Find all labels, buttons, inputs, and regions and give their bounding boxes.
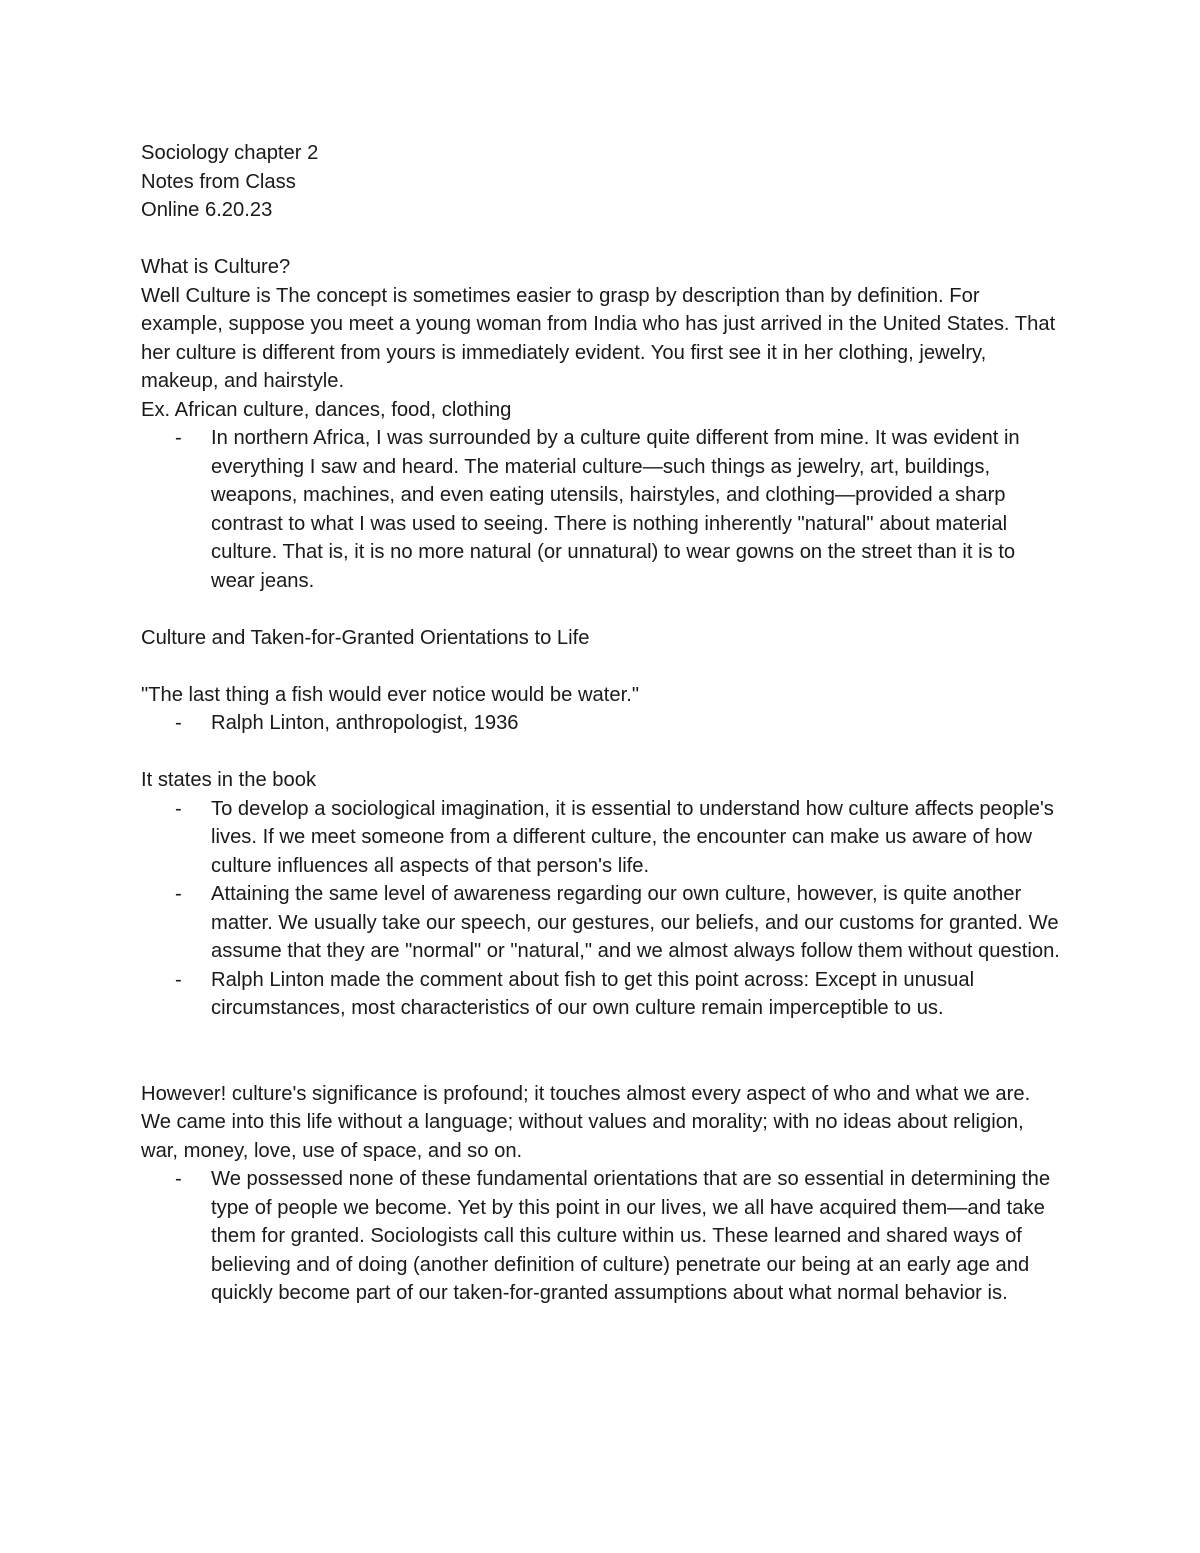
fish-quote: "The last thing a fish would ever notice would be water." bbox=[141, 683, 639, 706]
list-item-text: Ralph Linton made the comment about fish to get this point across: Except in unusual circumstances, most characteristics of our own culture remain imperceptible to us. bbox=[211, 968, 975, 1019]
book-bullet-list bbox=[141, 795, 1061, 1023]
book-intro: It states in the book bbox=[141, 769, 317, 791]
quote-attribution-list bbox=[141, 709, 1061, 738]
culture-example: Ex. African culture, dances, food, clothing bbox=[141, 398, 512, 421]
list-item bbox=[141, 709, 1061, 738]
list-item-text: In northern Africa, I was surrounded by a culture quite different from mine. It was evident in everything I saw and heard. The material culture—such things as jewelry, art, buildings, weapons, machines, and even eating utensils, hairstyles, and clothing—provided a sharp contrast to what I was used to seeing. There is nothing inherently "natural" about material culture. That is, it is no more natural (or unnatural) to wear gowns on the street than it is to wear jeans. bbox=[211, 427, 1020, 592]
section-heading-orientations: Culture and Taken-for-Granted Orientations to Life bbox=[141, 626, 590, 649]
list-item bbox=[141, 1165, 1061, 1308]
list-item bbox=[141, 795, 1061, 881]
document-subtitle: Notes from Class bbox=[141, 170, 296, 193]
section-heading-culture: What is Culture? bbox=[141, 256, 291, 278]
document-date: Online 6.20.23 bbox=[141, 199, 273, 221]
bullet-dash: - bbox=[175, 1168, 182, 1190]
spacer bbox=[141, 225, 1061, 254]
spacer bbox=[141, 1023, 1061, 1080]
document-title: Sociology chapter 2 bbox=[141, 142, 319, 164]
spacer bbox=[141, 652, 1061, 681]
bullet-dash: - bbox=[175, 427, 182, 449]
culture-bullet-list bbox=[141, 424, 1061, 595]
document-page bbox=[141, 139, 1061, 1308]
spacer bbox=[141, 595, 1061, 624]
list-item bbox=[141, 880, 1061, 966]
bullet-dash: - bbox=[175, 883, 182, 905]
list-item-text: Attaining the same level of awareness regarding our own culture, however, is quite another matter. We usually take our speech, our gestures, our beliefs, and our customs for granted. We assume that they are "normal" or "natural," and we almost always follow them without question. bbox=[211, 883, 1060, 962]
list-item-text: To develop a sociological imagination, it is essential to understand how culture affects people's lives. If we meet someone from a different culture, the encounter can make us aware of how culture influences all aspects of that person's life. bbox=[211, 797, 1054, 877]
list-item-text: We possessed none of these fundamental orientations that are so essential in determining the type of people we become. Yet by this point in our lives, we all have acquired them—and take them for granted. Sociologists call this culture within us. These learned and shared ways of believing and of doing (another definition of culture) penetrate our being at an early age and quickly become part of our taken-for-granted assumptions about what normal behavior is. bbox=[211, 1168, 1051, 1304]
quote-attribution: Ralph Linton, anthropologist, 1936 bbox=[211, 712, 519, 734]
culture-paragraph: Well Culture is The concept is sometimes easier to grasp by description than by definition. For example, suppose you meet a young woman from India who has just arrived in the United States. That her culture is different from yours is immediately evident. You first see it in her clothing, jewelry, makeup, and hairstyle. bbox=[141, 284, 1056, 392]
list-item bbox=[141, 424, 1061, 595]
spacer bbox=[141, 738, 1061, 767]
list-item bbox=[141, 966, 1061, 1023]
significance-bullet-list bbox=[141, 1165, 1061, 1308]
bullet-dash: - bbox=[175, 968, 182, 991]
bullet-dash: - bbox=[175, 712, 182, 734]
bullet-dash: - bbox=[175, 797, 182, 820]
significance-paragraph: However! culture's significance is profound; it touches almost every aspect of who and what we are. We came into this life without a language; without values and morality; with no ideas about religion, war, money, love, use of space, and so on. bbox=[141, 1082, 1031, 1162]
